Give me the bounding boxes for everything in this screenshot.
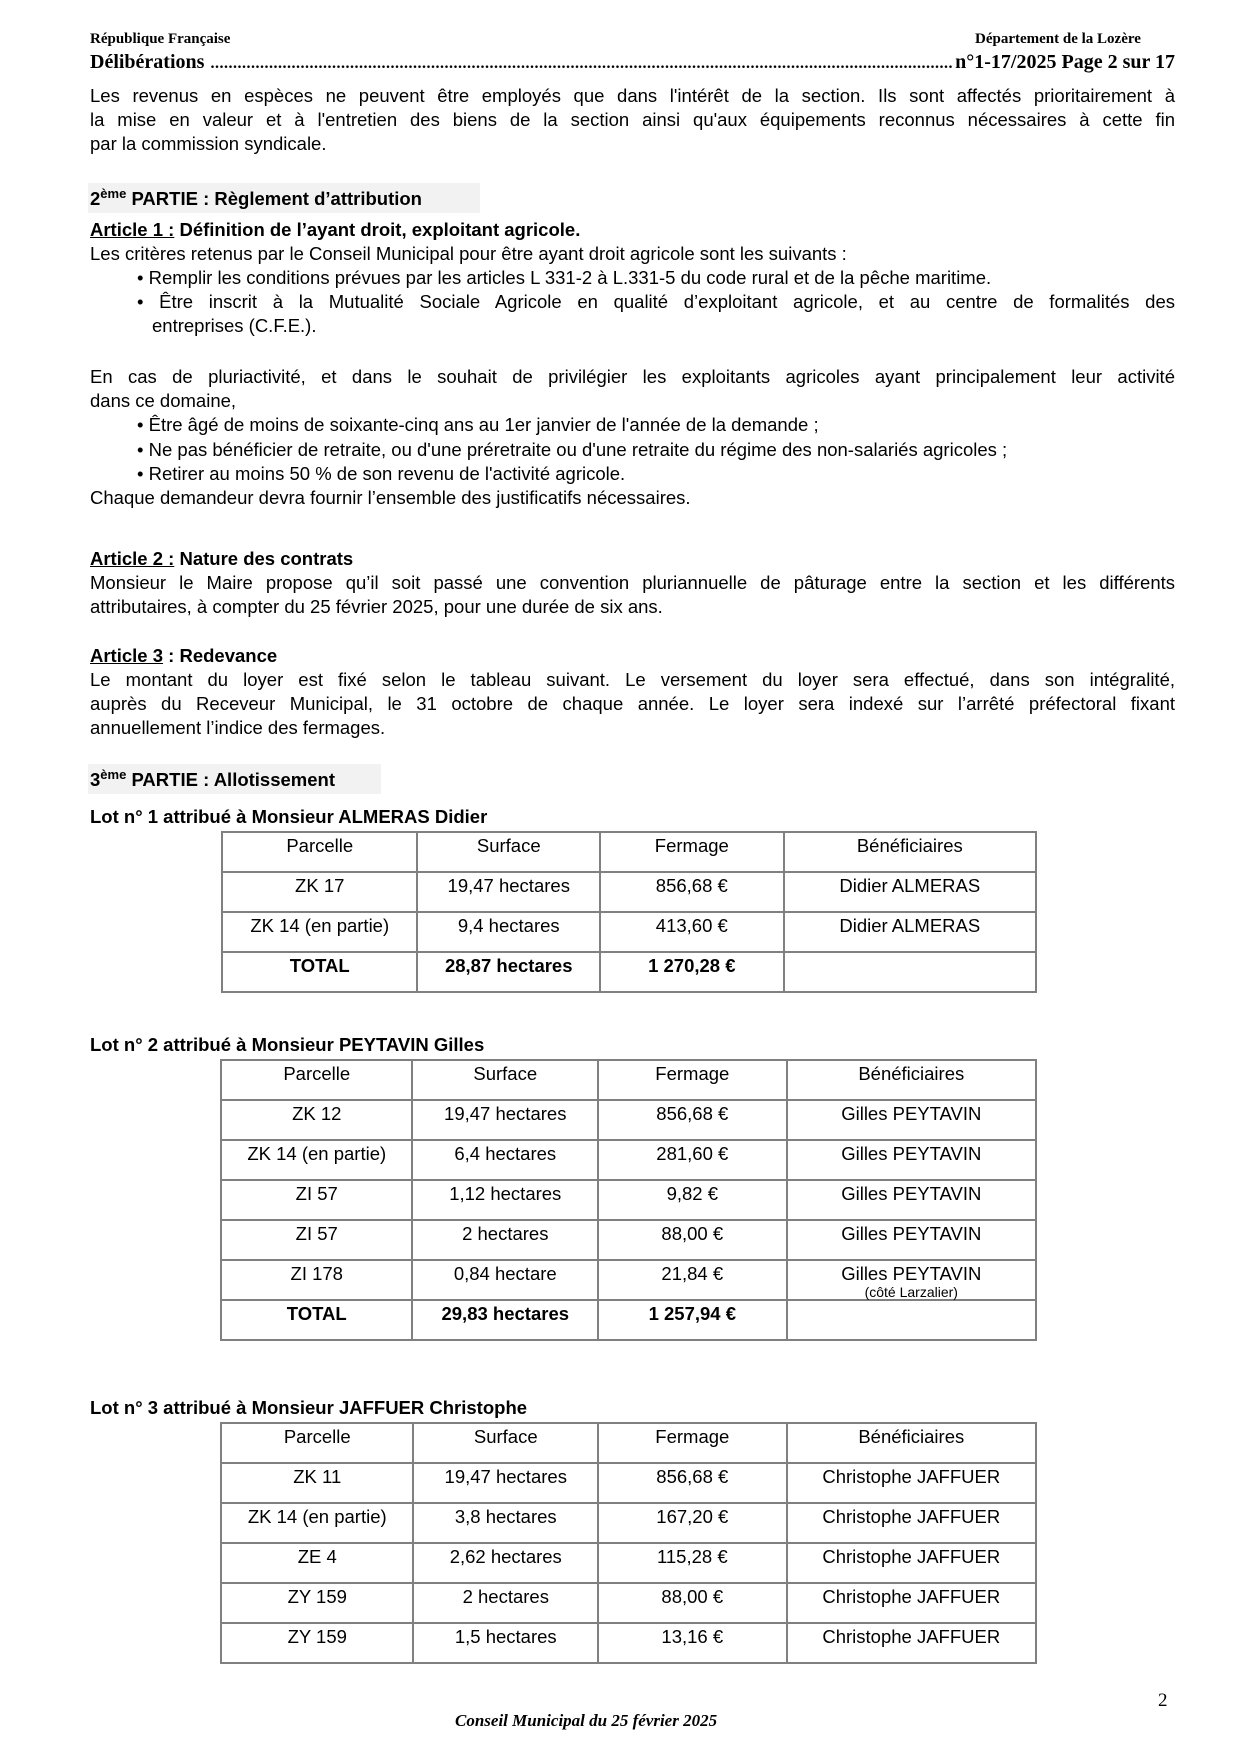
cell-surface: 19,47 hectares [413, 1463, 598, 1503]
cell-surface: 6,4 hectares [412, 1140, 598, 1180]
cell-surface: 19,47 hectares [417, 872, 600, 912]
total-label: TOTAL [222, 952, 417, 992]
total-surface: 29,83 hectares [412, 1300, 598, 1340]
cell-fermage: 88,00 € [598, 1583, 787, 1623]
pluri-bullet-2: • Ne pas bénéficier de retraite, ou d'une préretraite ou d'une retraite du régime des non-salariés agricoles ; [137, 439, 1008, 460]
header-fermage: Fermage [598, 1060, 787, 1100]
article3-label: Article 3 [90, 645, 164, 666]
cell-beneficiaire: Gilles PEYTAVIN [787, 1140, 1036, 1180]
total-fermage: 1 257,94 € [598, 1300, 787, 1340]
cell-surface: 2 hectares [413, 1583, 598, 1623]
cell-parcelle: ZE 4 [221, 1543, 413, 1583]
cell-beneficiaire: Christophe JAFFUER [787, 1503, 1036, 1543]
cell-parcelle: ZY 159 [221, 1583, 413, 1623]
cell-fermage: 13,16 € [598, 1623, 787, 1663]
part3-suffix: ème [100, 767, 127, 782]
cell-beneficiaire: Gilles PEYTAVIN [787, 1220, 1036, 1260]
header-deliberations-line [90, 51, 1175, 74]
cell-surface: 19,47 hectares [412, 1100, 598, 1140]
header-parcelle: Parcelle [222, 832, 417, 872]
cell-beneficiaire: Gilles PEYTAVIN [787, 1100, 1036, 1140]
cell-parcelle: ZK 17 [222, 872, 417, 912]
table-total-row [222, 952, 1036, 992]
cell-parcelle: ZY 159 [221, 1623, 413, 1663]
table-header-row [222, 832, 1036, 872]
pluri-line-1: En cas de pluriactivité, et dans le souhait de privilégier les exploitants agricoles ayant principalement leur activité [90, 366, 1175, 387]
beneficiaire-name: Gilles PEYTAVIN [841, 1263, 982, 1284]
part3-title: PARTIE : Allotissement [126, 769, 335, 790]
cell-surface: 9,4 hectares [417, 912, 600, 952]
article1-title: Définition de l’ayant droit, exploitant agricole. [174, 219, 581, 240]
cell-fermage: 856,68 € [598, 1463, 787, 1503]
cell-beneficiaire [787, 1260, 1036, 1300]
table-row [221, 1503, 1036, 1543]
table-row [221, 1260, 1036, 1300]
header-fermage: Fermage [600, 832, 784, 872]
cell-parcelle: ZI 57 [221, 1220, 412, 1260]
table-row [221, 1543, 1036, 1583]
table-total-row [221, 1300, 1036, 1340]
lot2-title: Lot n° 2 attribué à Monsieur PEYTAVIN Gilles [90, 1034, 485, 1055]
article2-line-1: Monsieur le Maire propose qu’il soit passé une convention pluriannuelle de pâturage entre la section et les différents [90, 572, 1175, 593]
cell-beneficiaire: Christophe JAFFUER [787, 1543, 1036, 1583]
cell-fermage: 856,68 € [598, 1100, 787, 1140]
lot2-table [220, 1059, 1037, 1341]
cell-parcelle: ZK 14 (en partie) [222, 912, 417, 952]
article1-closing: Chaque demandeur devra fournir l’ensemble des justificatifs nécessaires. [90, 487, 691, 508]
article1-bullet-1: • Remplir les conditions prévues par les articles L 331-2 à L.331-5 du code rural et de la pêche maritime. [137, 267, 992, 288]
article2-title: Nature des contrats [174, 548, 354, 569]
cell-fermage: 413,60 € [600, 912, 784, 952]
header-departement: Département de la Lozère [975, 31, 1141, 47]
part2-title: PARTIE : Règlement d’attribution [126, 188, 422, 209]
cell-fermage: 88,00 € [598, 1220, 787, 1260]
cell-beneficiaire: Christophe JAFFUER [787, 1623, 1036, 1663]
table-row [221, 1463, 1036, 1503]
table-row [221, 1583, 1036, 1623]
cell-parcelle: ZK 14 (en partie) [221, 1140, 412, 1180]
cell-fermage: 856,68 € [600, 872, 784, 912]
cell-beneficiaire: Gilles PEYTAVIN [787, 1180, 1036, 1220]
pluri-bullet-1: • Être âgé de moins de soixante-cinq ans au 1er janvier de l'année de la demande ; [137, 414, 819, 435]
total-beneficiaire [787, 1300, 1036, 1340]
cell-surface: 3,8 hectares [413, 1503, 598, 1543]
header-surface: Surface [412, 1060, 598, 1100]
cell-fermage: 115,28 € [598, 1543, 787, 1583]
header-beneficiaires: Bénéficiaires [787, 1423, 1036, 1463]
article1-heading [90, 218, 580, 242]
table-row [221, 1220, 1036, 1260]
beneficiaire-note: (côté Larzalier) [864, 1284, 958, 1300]
table-row [221, 1623, 1036, 1663]
table-row [221, 1180, 1036, 1220]
cell-fermage: 281,60 € [598, 1140, 787, 1180]
article1-bullet-2-continuation: entreprises (C.F.E.). [152, 315, 317, 336]
intro-line-2: la mise en valeur et à l'entretien des biens de la section ainsi qu'aux équipements reconnus nécessaires à cette fin [90, 109, 1175, 130]
article2-heading [90, 547, 353, 571]
header-beneficiaires: Bénéficiaires [787, 1060, 1036, 1100]
article2-line-2: attributaires, à compter du 25 février 2025, pour une durée de six ans. [90, 596, 663, 617]
cell-surface: 2,62 hectares [413, 1543, 598, 1583]
cell-parcelle: ZI 178 [221, 1260, 412, 1300]
cell-fermage: 21,84 € [598, 1260, 787, 1300]
header-parcelle: Parcelle [221, 1060, 412, 1100]
header-dot-leader [210, 55, 953, 73]
table-row [221, 1100, 1036, 1140]
header-surface: Surface [417, 832, 600, 872]
header-republique: République Française [90, 31, 231, 47]
article3-heading [90, 644, 277, 668]
cell-parcelle: ZI 57 [221, 1180, 412, 1220]
part2-heading [90, 186, 422, 210]
part2-number: 2 [90, 188, 101, 209]
intro-line-3: par la commission syndicale. [90, 133, 327, 154]
header-deliberations-title: Délibérations [90, 51, 205, 73]
article3-line-1: Le montant du loyer est fixé selon le tableau suivant. Le versement du loyer sera effectué, dans son intégralité, [90, 669, 1175, 690]
total-fermage: 1 270,28 € [600, 952, 784, 992]
cell-fermage: 167,20 € [598, 1503, 787, 1543]
cell-parcelle: ZK 12 [221, 1100, 412, 1140]
header-fermage: Fermage [598, 1423, 787, 1463]
article2-label: Article 2 : [90, 548, 175, 569]
intro-line-1: Les revenus en espèces ne peuvent être employés que dans l'intérêt de la section. Ils sont affectés prioritairement à [90, 85, 1175, 106]
part2-suffix: ème [100, 186, 127, 201]
table-row [222, 872, 1036, 912]
article3-line-2: auprès du Receveur Municipal, le 31 octobre de chaque année. Le loyer sera indexé sur l’arrêté préfectoral fixant [90, 693, 1175, 714]
article1-intro: Les critères retenus par le Conseil Municipal pour être ayant droit agricole sont les suivants : [90, 243, 847, 264]
cell-fermage: 9,82 € [598, 1180, 787, 1220]
footer-conseil-date: Conseil Municipal du 25 février 2025 [455, 1711, 718, 1730]
cell-surface: 2 hectares [412, 1220, 598, 1260]
cell-surface: 1,12 hectares [412, 1180, 598, 1220]
table-header-row [221, 1423, 1036, 1463]
header-beneficiaires: Bénéficiaires [784, 832, 1036, 872]
table-row [222, 912, 1036, 952]
page-number: 2 [1158, 1690, 1168, 1711]
article3-title: : Redevance [163, 645, 278, 666]
header-reference: n°1-17/2025 Page 2 sur 17 [955, 51, 1175, 73]
header-parcelle: Parcelle [221, 1423, 413, 1463]
table-row [221, 1140, 1036, 1180]
part3-heading [90, 767, 335, 791]
article1-bullet-2: • Être inscrit à la Mutualité Sociale Agricole en qualité d’exploitant agricole, et au centre de formalités des [137, 291, 1175, 312]
total-surface: 28,87 hectares [417, 952, 600, 992]
header-surface: Surface [413, 1423, 598, 1463]
cell-surface: 0,84 hectare [412, 1260, 598, 1300]
cell-beneficiaire: Christophe JAFFUER [787, 1583, 1036, 1623]
article1-label: Article 1 : [90, 219, 175, 240]
cell-parcelle: ZK 14 (en partie) [221, 1503, 413, 1543]
lot1-title: Lot n° 1 attribué à Monsieur ALMERAS Didier [90, 806, 488, 827]
pluri-line-2: dans ce domaine, [90, 390, 237, 411]
pluri-bullet-3: • Retirer au moins 50 % de son revenu de l'activité agricole. [137, 463, 626, 484]
article3-line-3: annuellement l’indice des fermages. [90, 717, 386, 738]
lot3-title: Lot n° 3 attribué à Monsieur JAFFUER Christophe [90, 1397, 528, 1418]
cell-beneficiaire: Didier ALMERAS [784, 872, 1036, 912]
cell-surface: 1,5 hectares [413, 1623, 598, 1663]
cell-beneficiaire: Christophe JAFFUER [787, 1463, 1036, 1503]
lot1-table [221, 831, 1037, 993]
total-beneficiaire [784, 952, 1036, 992]
total-label: TOTAL [221, 1300, 412, 1340]
cell-parcelle: ZK 11 [221, 1463, 413, 1503]
lot3-table [220, 1422, 1037, 1664]
table-header-row [221, 1060, 1036, 1100]
cell-beneficiaire: Didier ALMERAS [784, 912, 1036, 952]
part3-number: 3 [90, 769, 101, 790]
